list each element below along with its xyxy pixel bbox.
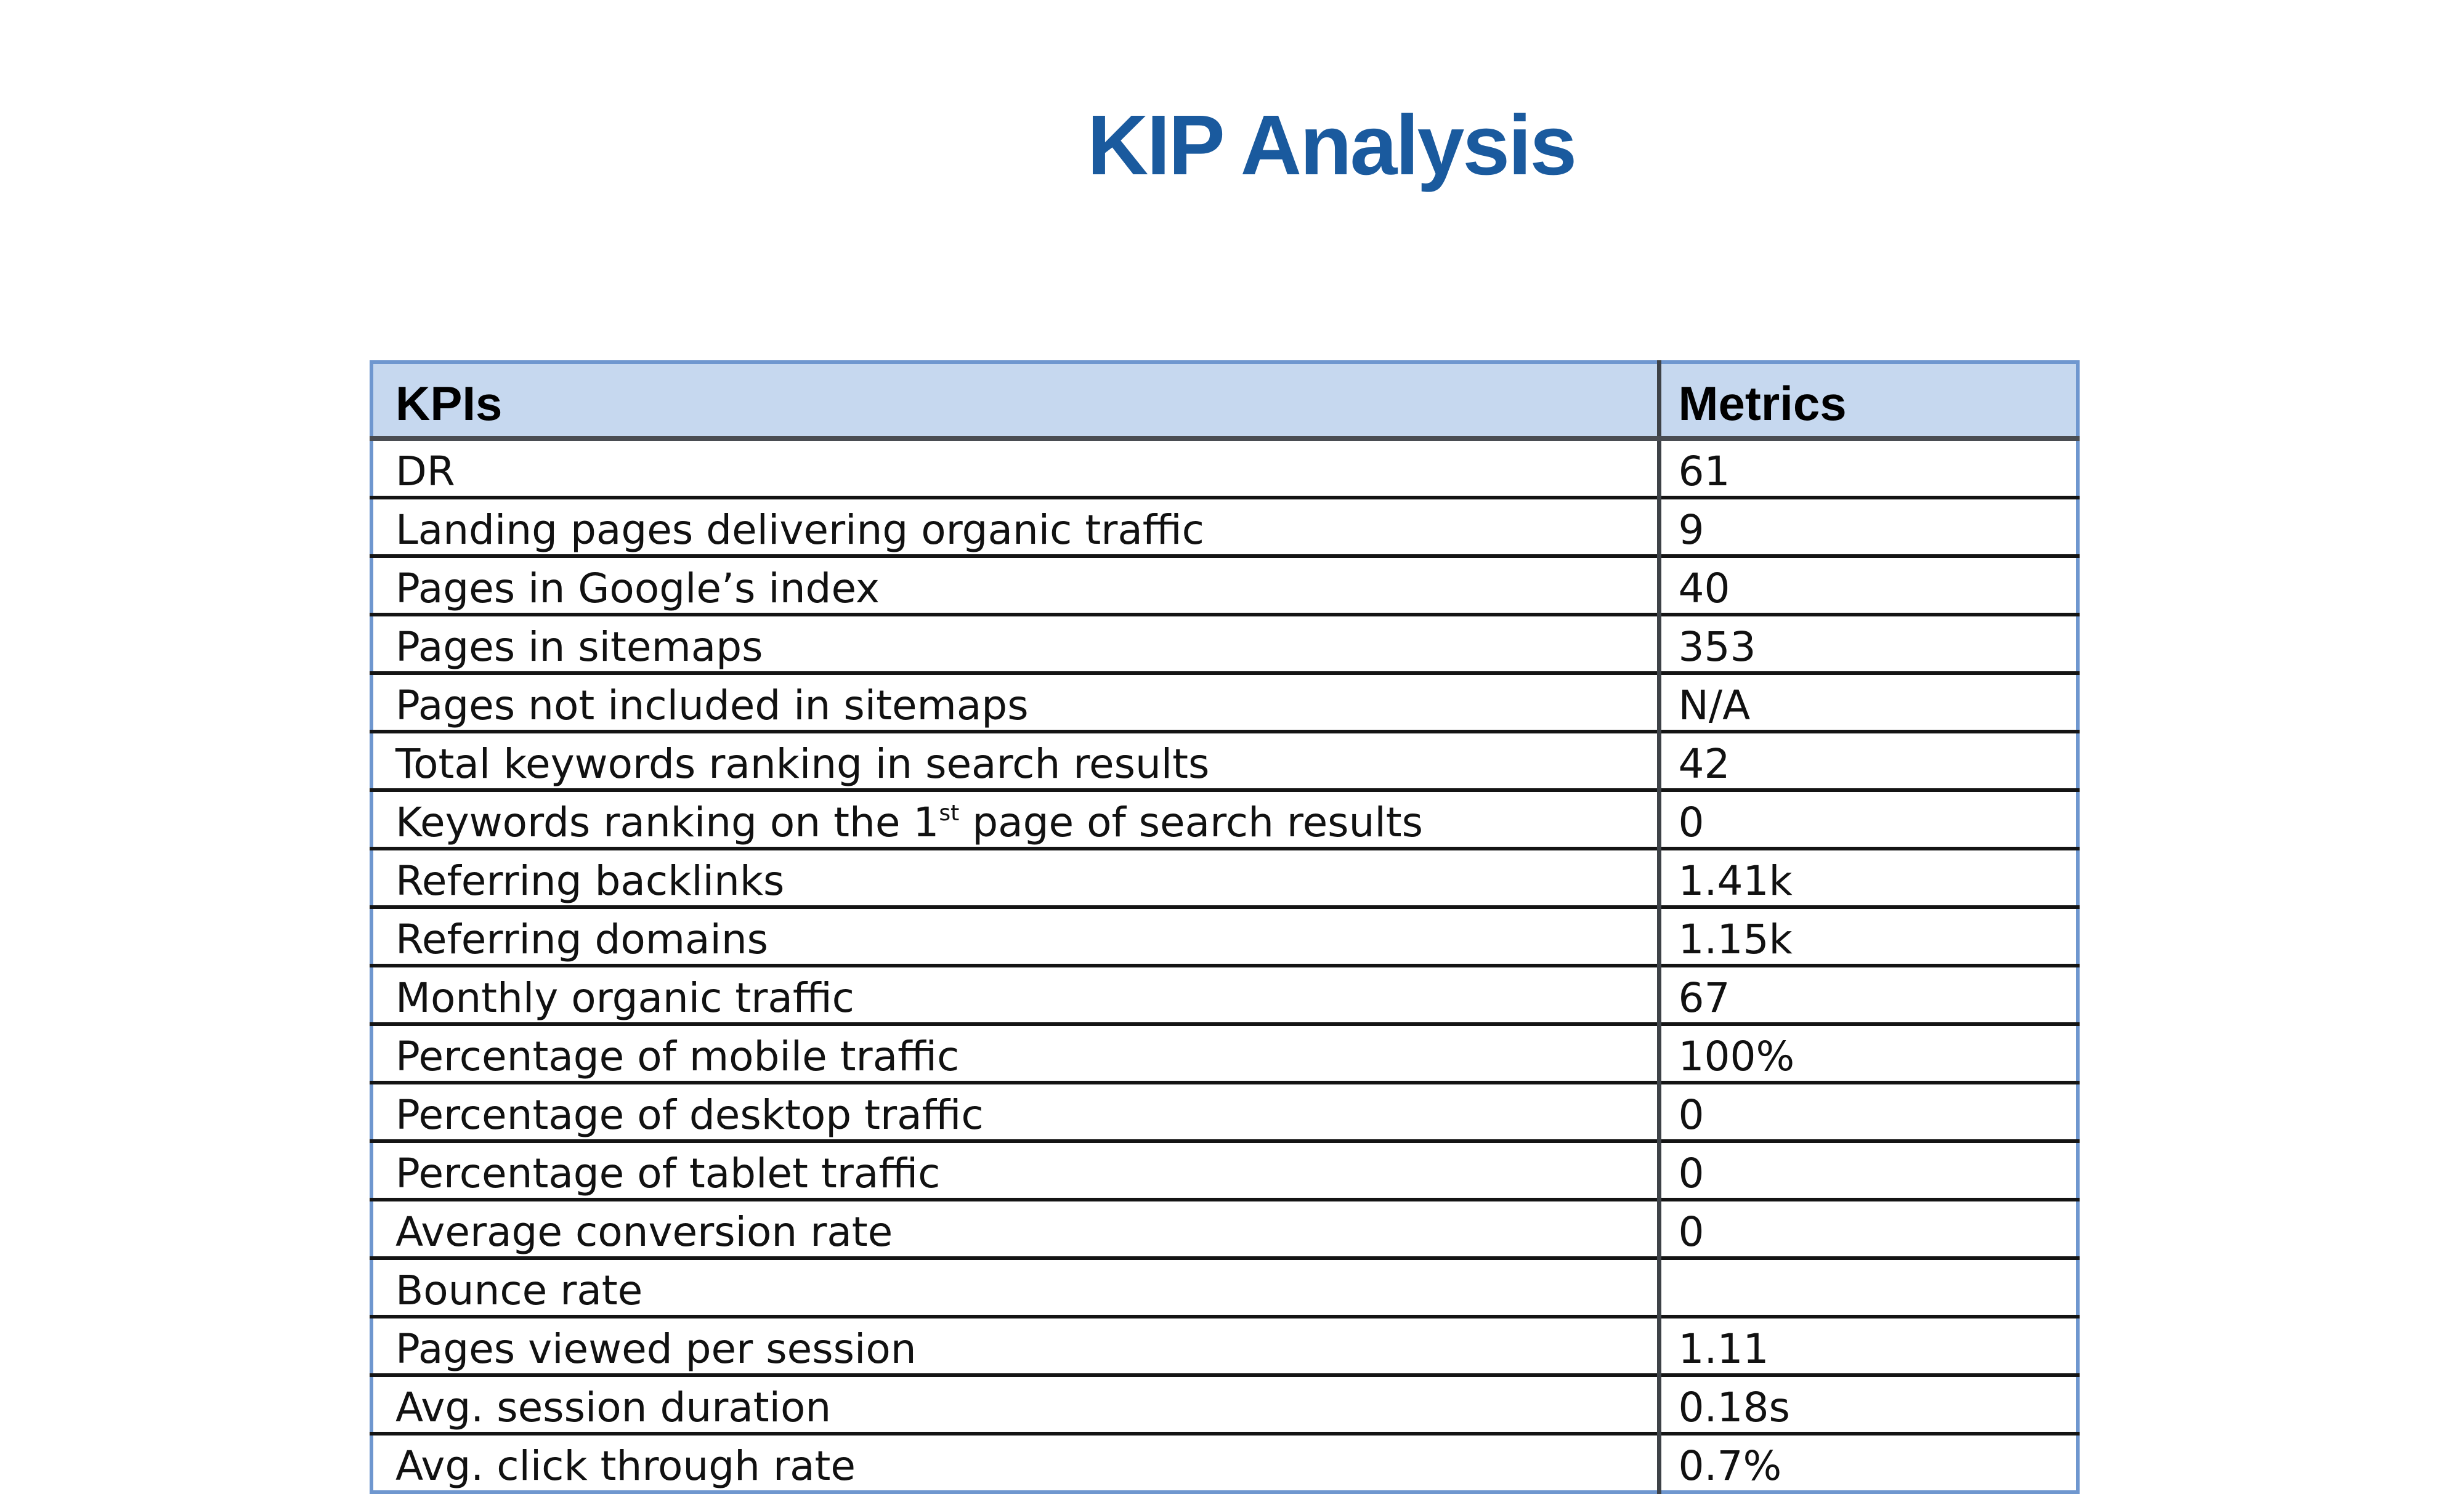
- metric-cell: 61: [1659, 438, 2078, 498]
- table-row: [371, 438, 2078, 498]
- table-header-row: [371, 362, 2078, 438]
- kpi-cell: Bounce rate: [371, 1258, 1659, 1317]
- table-row: [371, 556, 2078, 615]
- kpi-cell: Landing pages delivering organic traffic: [371, 498, 1659, 556]
- kpi-cell: Pages in sitemaps: [371, 615, 1659, 673]
- metric-cell: 100%: [1659, 1024, 2078, 1083]
- table-row: [371, 1434, 2078, 1492]
- metric-cell: 1.11: [1659, 1317, 2078, 1375]
- metric-cell: 0: [1659, 1141, 2078, 1200]
- table-row: [371, 732, 2078, 790]
- ordinal-superscript: st: [939, 801, 960, 826]
- metric-cell: [1659, 1258, 2078, 1317]
- kpi-cell: Percentage of mobile traffic: [371, 1024, 1659, 1083]
- kpi-text-prefix: Keywords ranking on the 1: [395, 799, 939, 846]
- metric-cell: 0.7%: [1659, 1434, 2078, 1492]
- kpi-cell: Pages viewed per session: [371, 1317, 1659, 1375]
- table-row: [371, 966, 2078, 1024]
- metric-cell: N/A: [1659, 673, 2078, 732]
- table-row: [371, 1141, 2078, 1200]
- kpi-text-suffix: page of search results: [959, 799, 1423, 846]
- metric-cell: 0: [1659, 790, 2078, 849]
- column-header-kpis: KPIs: [371, 362, 1659, 438]
- table-row: [371, 790, 2078, 849]
- table-row: [371, 1317, 2078, 1375]
- metric-cell: 40: [1659, 556, 2078, 615]
- kpi-cell: Percentage of desktop traffic: [371, 1083, 1659, 1141]
- table-row: [371, 1083, 2078, 1141]
- kpi-cell: Pages not included in sitemaps: [371, 673, 1659, 732]
- kpi-cell: Avg. session duration: [371, 1375, 1659, 1434]
- kpi-cell: Referring backlinks: [371, 849, 1659, 907]
- metric-cell: 353: [1659, 615, 2078, 673]
- metric-cell: 42: [1659, 732, 2078, 790]
- table-row: [371, 498, 2078, 556]
- metric-cell: 0: [1659, 1083, 2078, 1141]
- table-row: [371, 849, 2078, 907]
- kpi-cell: Monthly organic traffic: [371, 966, 1659, 1024]
- metric-cell: 1.15k: [1659, 907, 2078, 966]
- metric-cell: 1.41k: [1659, 849, 2078, 907]
- kpi-cell: Referring domains: [371, 907, 1659, 966]
- metric-cell: 0: [1659, 1200, 2078, 1258]
- kpi-cell: Pages in Google’s index: [371, 556, 1659, 615]
- table-row: [371, 1024, 2078, 1083]
- kpi-cell: DR: [371, 438, 1659, 498]
- column-header-metrics: Metrics: [1659, 362, 2078, 438]
- metric-cell: 67: [1659, 966, 2078, 1024]
- kpi-cell: Percentage of tablet traffic: [371, 1141, 1659, 1200]
- table-row: [371, 673, 2078, 732]
- metric-cell: 0.18s: [1659, 1375, 2078, 1434]
- metric-cell: 9: [1659, 498, 2078, 556]
- kpi-cell: [371, 790, 1659, 849]
- kpi-cell: Average conversion rate: [371, 1200, 1659, 1258]
- kpi-metrics-table: [370, 360, 2080, 1494]
- table-row: [371, 1200, 2078, 1258]
- kpi-cell: Total keywords ranking in search results: [371, 732, 1659, 790]
- page-title: KIP Analysis: [1087, 98, 1576, 193]
- table-row: [371, 907, 2078, 966]
- table-row: [371, 1258, 2078, 1317]
- kpi-cell: Avg. click through rate: [395, 1442, 856, 1490]
- table-row: [371, 615, 2078, 673]
- table-row: [371, 1375, 2078, 1434]
